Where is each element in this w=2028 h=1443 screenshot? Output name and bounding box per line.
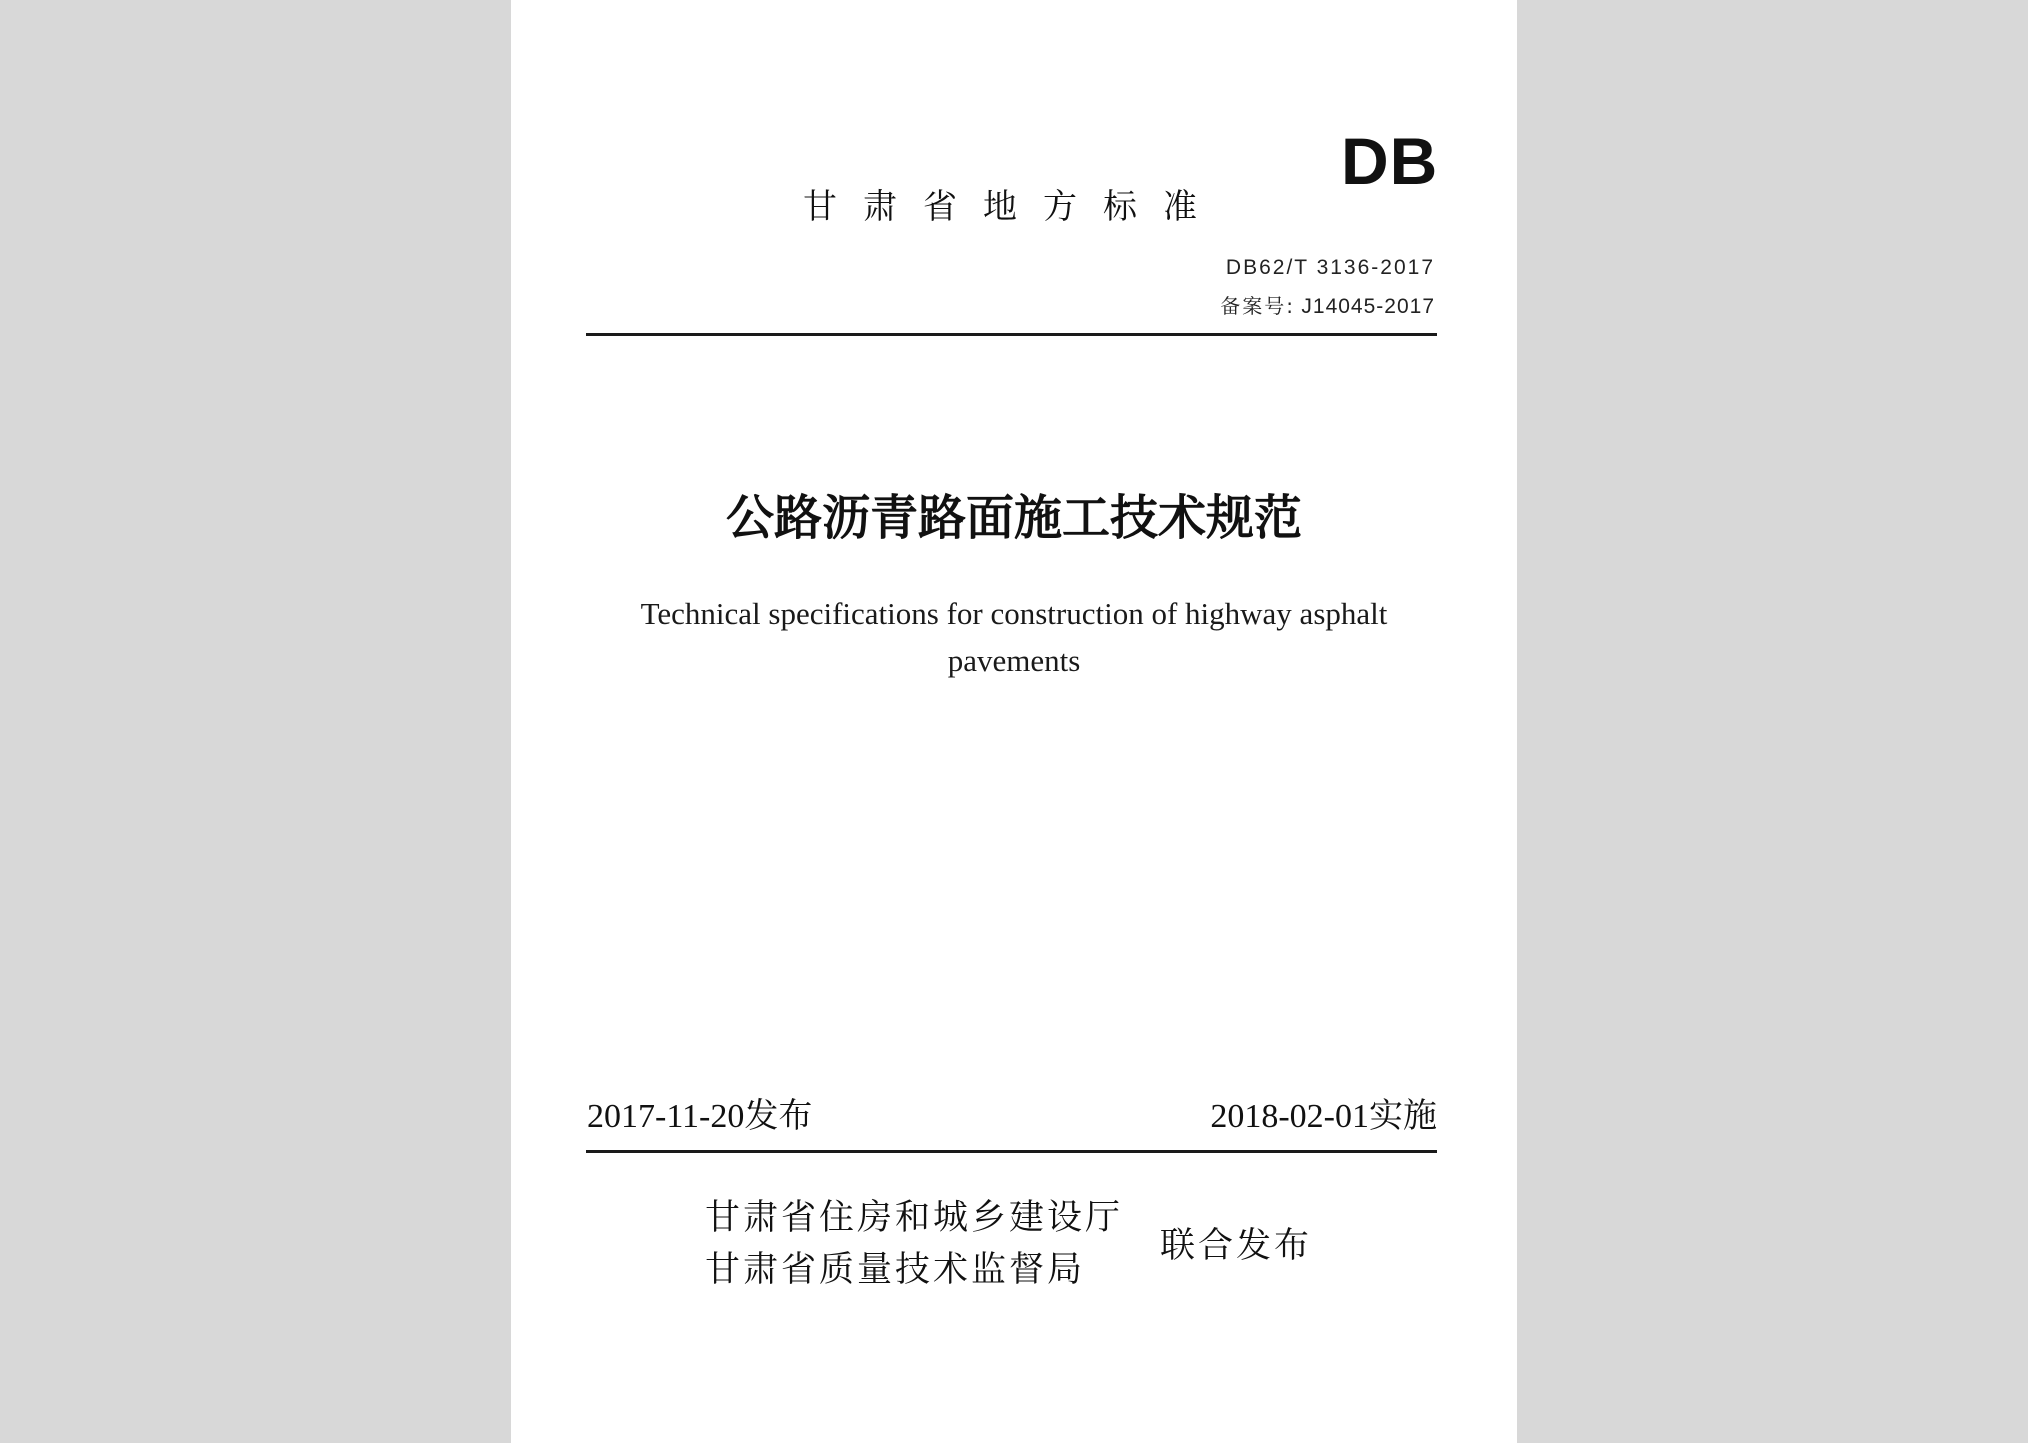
document-page <box>511 0 1517 1443</box>
title-english-line-1: Technical specifications for construction of highway asphalt <box>640 596 1388 631</box>
standard-code: DB62/T 3136-2017 <box>1225 256 1435 279</box>
title-english <box>511 590 1517 684</box>
issue-date: 2017-11-20发布 <box>587 1098 813 1135</box>
title-english-line-2: pavements <box>947 643 1081 678</box>
joint-release: 联合发布 <box>1160 1226 1313 1266</box>
record-value: J14045-2017 <box>1301 295 1435 318</box>
standard-organization: 甘肃省地方标准 <box>803 187 1223 227</box>
record-label: 备案号: <box>1220 294 1296 318</box>
record-number <box>1220 296 1435 317</box>
top-divider <box>586 333 1437 336</box>
publisher-department-1: 甘肃省住房和城乡建设厅 <box>705 1198 1124 1238</box>
publisher-department-2: 甘肃省质量技术监督局 <box>705 1250 1086 1290</box>
effective-date: 2018-02-01实施 <box>1210 1098 1437 1135</box>
db-mark: DB <box>1341 124 1439 198</box>
bottom-divider <box>586 1150 1437 1153</box>
title-chinese: 公路沥青路面施工技术规范 <box>725 490 1302 546</box>
